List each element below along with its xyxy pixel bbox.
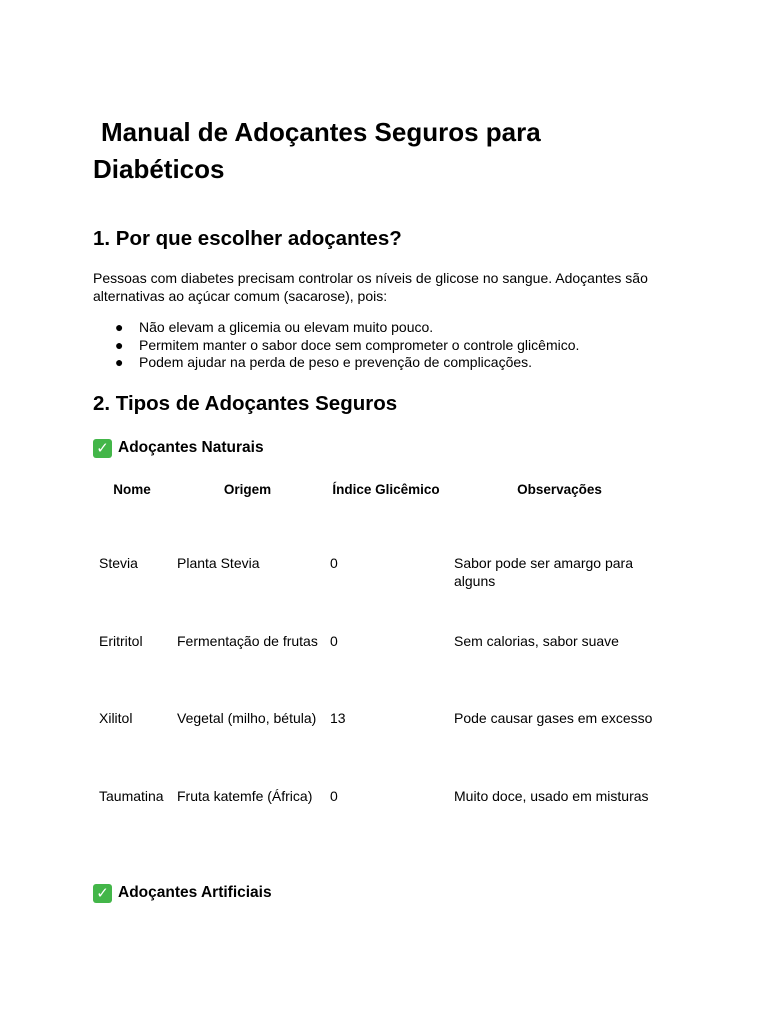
cell-origin: Planta Stevia (177, 555, 260, 572)
cell-notes: Sem calorias, sabor suave (454, 632, 619, 649)
check-mark-button-icon: ✓ (93, 439, 112, 458)
cell-origin: Vegetal (milho, bétula) (177, 710, 317, 727)
natural-sweeteners-table (93, 474, 671, 863)
cell-name: Taumatina (99, 787, 164, 804)
table-header-row (93, 474, 671, 553)
bullet-icon: ● (115, 354, 124, 371)
list-item: ● Não elevam a glicemia ou elevam muito pouco. (115, 319, 434, 335)
column-header-notes: Observações (517, 482, 602, 498)
benefits-list (93, 318, 675, 371)
cell-glycemic-index: 0 (330, 632, 338, 649)
cell-origin: Fruta katemfe (África) (177, 787, 313, 804)
list-item: ● Permitem manter o sabor doce sem comprometer o controle glicêmico. (115, 336, 580, 353)
cell-notes: Muito doce, usado em misturas (454, 787, 649, 804)
column-header-origin: Origem (223, 482, 272, 498)
table-row (93, 553, 671, 631)
intro-paragraph: Pessoas com diabetes precisam controlar os níveis de glicose no sangue. Adoçantes são alternativas ao açúcar comum (sacarose), pois: (93, 270, 648, 304)
cell-name: Stevia (99, 555, 138, 572)
cell-name: Eritritol (99, 632, 143, 649)
document-title: Manual de Adoçantes Seguros para Diabéticos (93, 117, 541, 184)
column-header-name: Nome (113, 482, 151, 498)
list-item: ● Podem ajudar na perda de peso e prevenção de complicações. (115, 354, 533, 371)
cell-glycemic-index: 13 (330, 710, 346, 727)
table-row (93, 631, 671, 709)
table-row (93, 786, 671, 864)
cell-glycemic-index: 0 (330, 555, 338, 572)
cell-origin: Fermentação de frutas (177, 632, 318, 649)
bullet-icon: ● (115, 319, 124, 335)
check-mark-button-icon: ✓ (93, 884, 112, 903)
cell-glycemic-index: 0 (330, 787, 338, 804)
cell-name: Xilitol (99, 710, 133, 727)
table-row (93, 708, 671, 786)
section-heading-why: 1. Por que escolher adoçantes? (93, 227, 402, 250)
subheading-artificial: ✓ Adoçantes Artificiais (93, 883, 675, 903)
column-header-glycemic-index: Índice Glicêmico (332, 482, 440, 498)
cell-notes: Sabor pode ser amargo para alguns (454, 555, 633, 590)
cell-notes: Pode causar gases em excesso (454, 710, 653, 727)
section-heading-types: 2. Tipos de Adoçantes Seguros (93, 392, 398, 416)
bullet-icon: ● (115, 336, 124, 353)
subheading-natural: ✓ Adoçantes Naturais (93, 438, 675, 458)
